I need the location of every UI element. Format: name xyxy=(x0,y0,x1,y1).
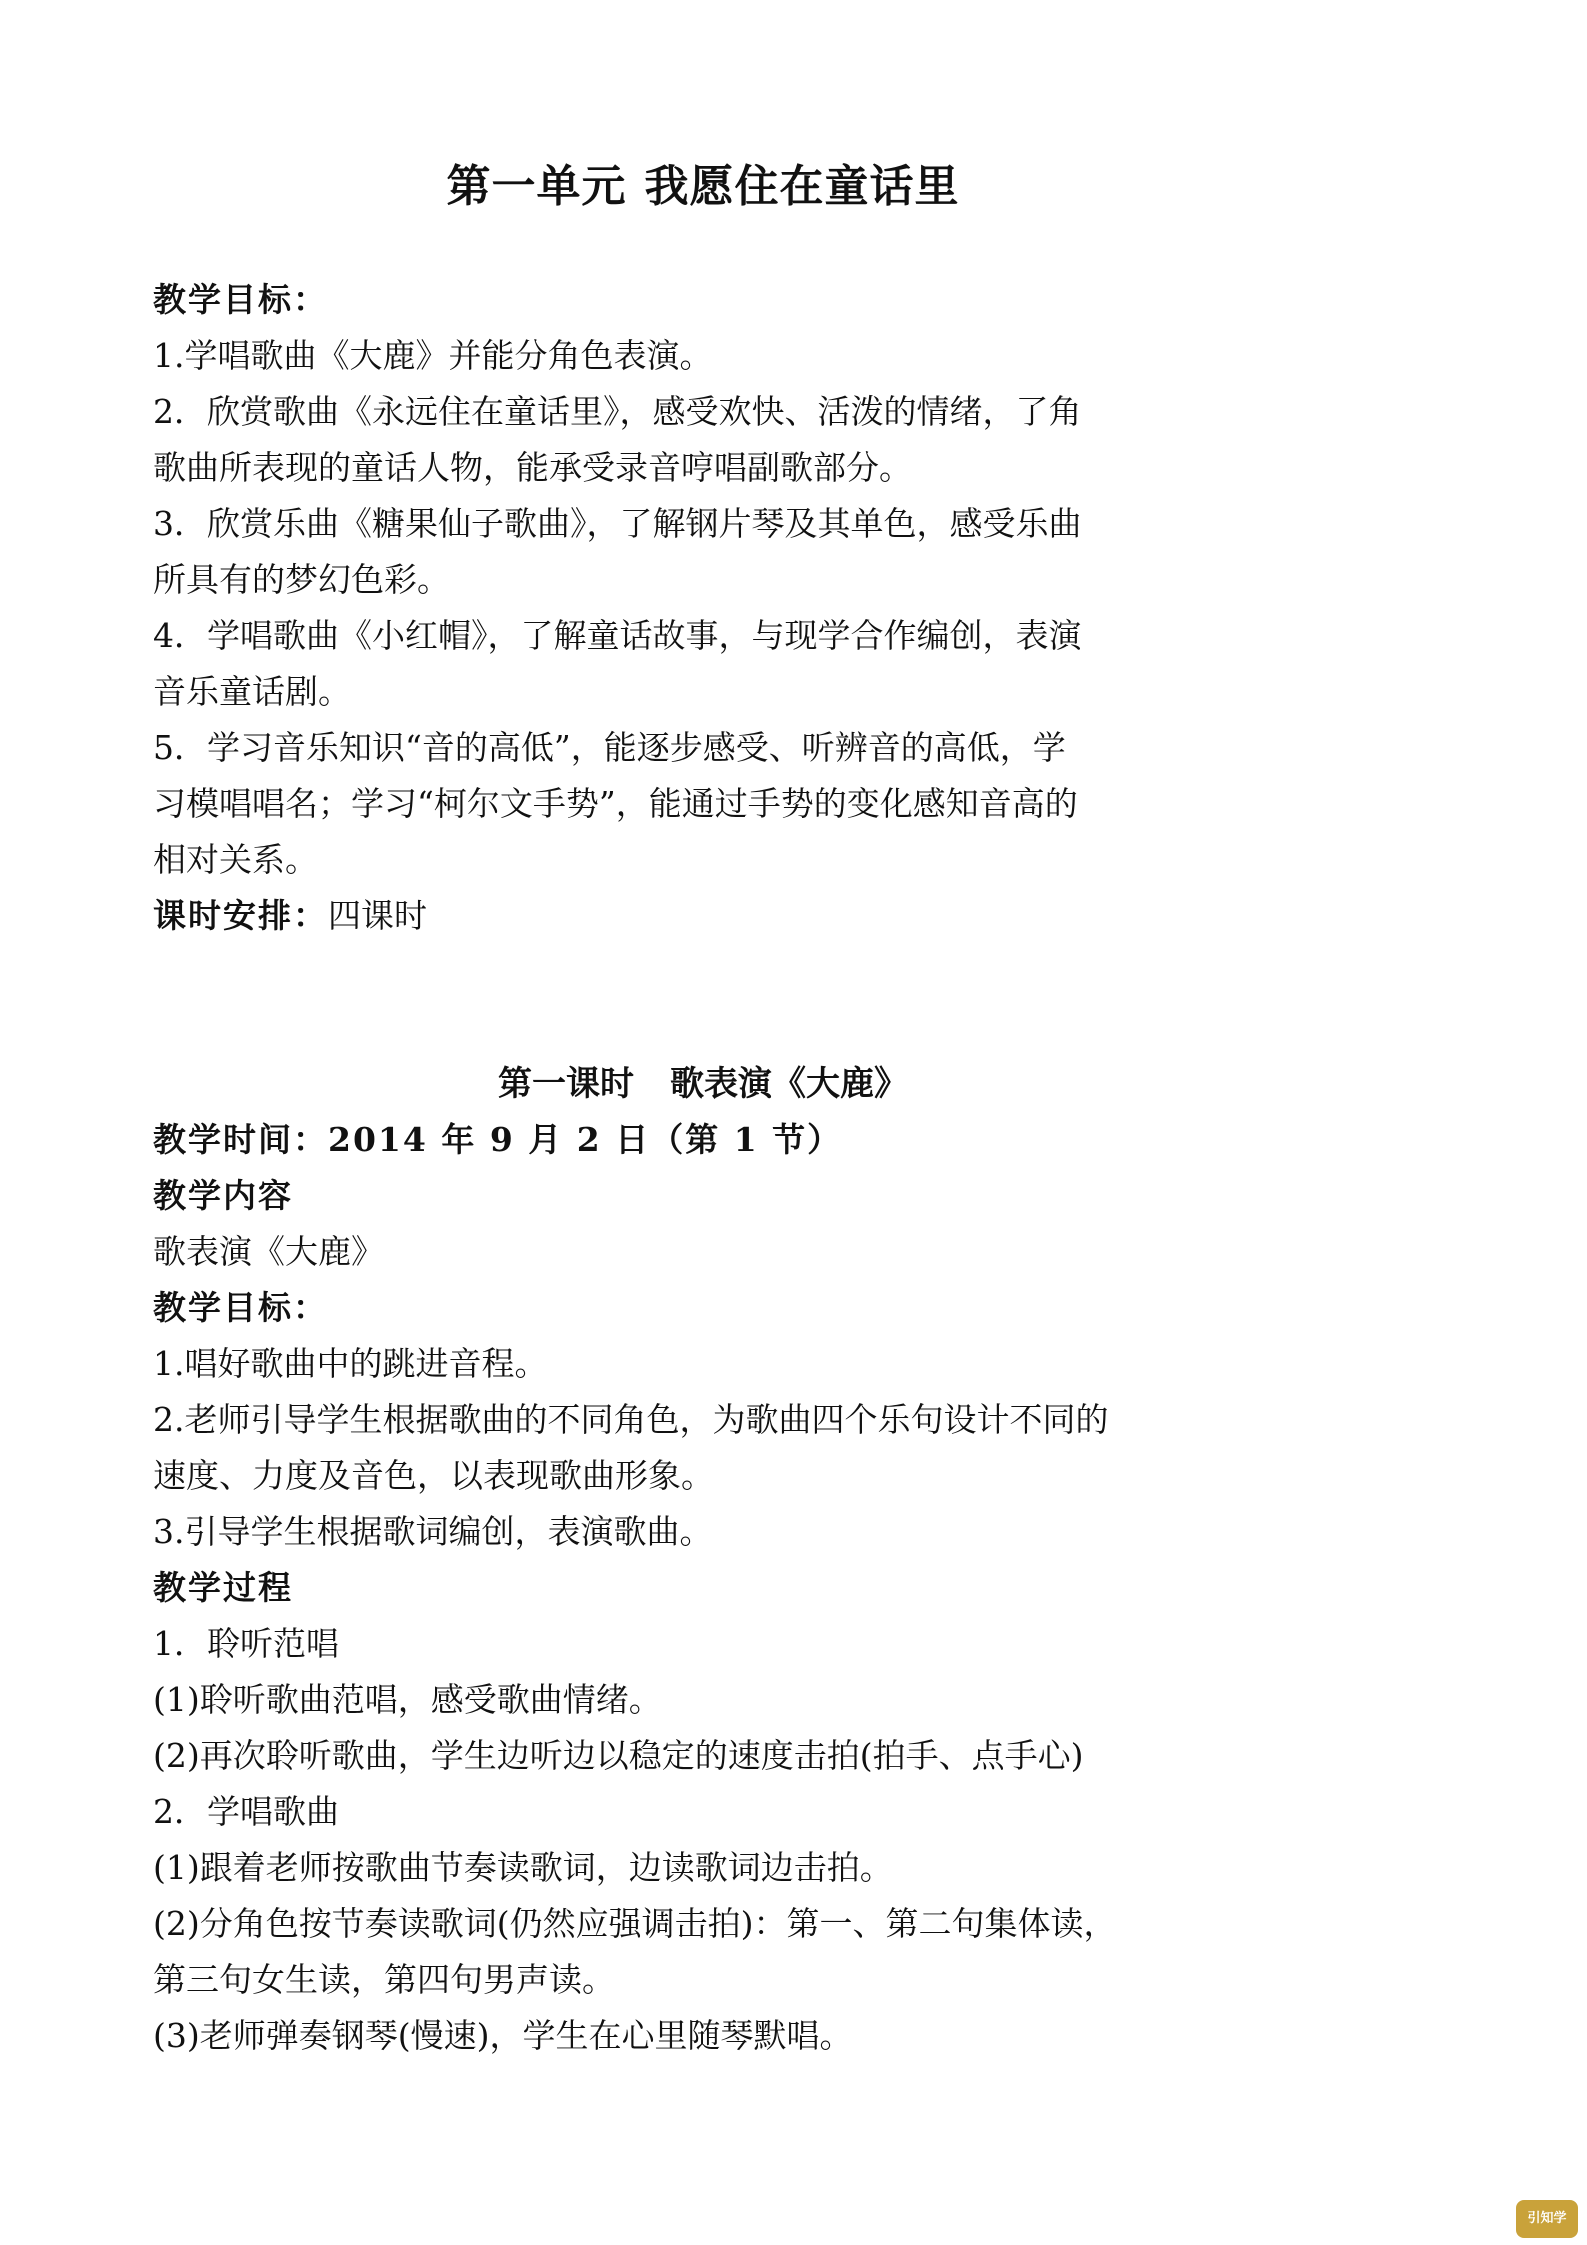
lesson-goal-line: 1.唱好歌曲中的跳进音程。 xyxy=(153,1344,548,1383)
lesson-goal-line: 速度、力度及音色，以表现歌曲形象。 xyxy=(153,1456,714,1495)
unit-goals-section xyxy=(153,272,1248,944)
lesson-time: 教学时间：2014 年 9 月 2 日（第 1 节） xyxy=(153,1120,843,1159)
lesson-process-line: (3)老师弹奏钢琴(慢速)，学生在心里随琴默唱。 xyxy=(153,2016,853,2055)
lesson-title xyxy=(153,1056,1253,1105)
unit-goal-line: 所具有的梦幻色彩。 xyxy=(153,560,450,599)
watermark-logo: 引知学 xyxy=(1516,2200,1578,2238)
unit-goal-line: 习模唱唱名；学习“柯尔文手势”，能通过手势的变化感知音高的 xyxy=(153,784,1078,823)
unit-goal-line: 5．学习音乐知识“音的高低”，能逐步感受、听辨音的高低，学 xyxy=(153,728,1066,767)
lesson-content-label: 教学内容 xyxy=(153,1176,293,1215)
lesson-process-label: 教学过程 xyxy=(153,1568,293,1607)
unit-name: 我愿住在童话里 xyxy=(644,161,960,212)
unit-goals-label: 教学目标： xyxy=(153,280,328,319)
lesson-process-line: 1．聆听范唱 xyxy=(153,1624,339,1663)
lesson-content-value: 歌表演《大鹿》 xyxy=(153,1232,384,1271)
unit-goal-line: 4．学唱歌曲《小红帽》，了解童话故事，与现学合作编创，表演 xyxy=(153,616,1082,655)
lesson-goal-line: 3.引导学生根据歌词编创，表演歌曲。 xyxy=(153,1512,713,1551)
lesson-goal-line: 2.老师引导学生根据歌曲的不同角色，为歌曲四个乐句设计不同的 xyxy=(153,1400,1109,1439)
unit-goal-line: 3．欣赏乐曲《糖果仙子歌曲》，了解钢片琴及其单色，感受乐曲 xyxy=(153,504,1082,543)
unit-goal-line: 1.学唱歌曲《大鹿》并能分角色表演。 xyxy=(153,336,713,375)
unit-goal-line: 相对关系。 xyxy=(153,840,318,879)
unit-goal-line: 歌曲所表现的童话人物，能承受录音哼唱副歌部分。 xyxy=(153,448,912,487)
unit-goal-line: 2．欣赏歌曲《永远住在童话里》，感受欢快、活泼的情绪，了角 xyxy=(153,392,1082,431)
lesson-goals-label: 教学目标： xyxy=(153,1288,328,1327)
schedule-line xyxy=(153,888,1248,944)
lesson-title-part2: 歌表演《大鹿》 xyxy=(670,1064,908,1104)
schedule-value: 四课时 xyxy=(328,896,427,935)
lesson-process-line: (1)聆听歌曲范唱，感受歌曲情绪。 xyxy=(153,1680,662,1719)
lesson-section xyxy=(153,1112,1248,2064)
unit-title xyxy=(153,150,1253,214)
lesson-process-line: (2)再次聆听歌曲，学生边听边以稳定的速度击拍(拍手、点手心) xyxy=(153,1736,1084,1775)
unit-label: 第一单元 xyxy=(446,161,627,212)
lesson-process-line: (1)跟着老师按歌曲节奏读歌词，边读歌词边击拍。 xyxy=(153,1848,893,1887)
lesson-process-line: 第三句女生读，第四句男声读。 xyxy=(153,1960,615,1999)
lesson-process-line: 2．学唱歌曲 xyxy=(153,1792,339,1831)
lesson-title-part1: 第一课时 xyxy=(498,1064,634,1104)
lesson-process-line: (2)分角色按节奏读歌词(仍然应强调击拍)：第一、第二句集体读， xyxy=(153,1904,1117,1943)
schedule-label: 课时安排： xyxy=(153,896,328,935)
unit-goal-line: 音乐童话剧。 xyxy=(153,672,351,711)
